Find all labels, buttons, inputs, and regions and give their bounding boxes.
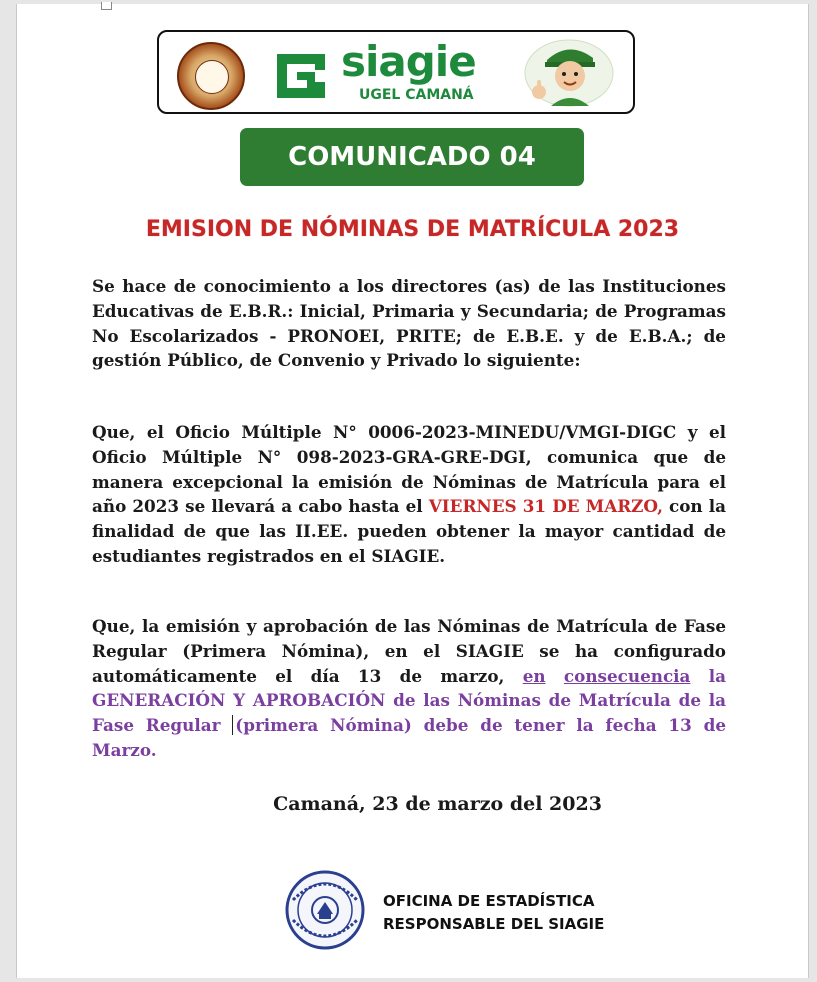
paragraph-emision-text: Que, la emisión y aprobación de las Nóminas de Matrícula de Fase Regular (Primera Nómina), en el SIAGIE se ha configurado automáticamente el día 13 de marzo, <box>92 616 726 686</box>
document-title: EMISION DE NÓMINAS DE MATRÍCULA 2023 <box>145 217 680 242</box>
date-line: Camaná, 23 de marzo del 2023 <box>273 793 602 815</box>
siagie-logo-icon <box>273 50 329 102</box>
document-page <box>16 4 809 978</box>
ugel-stamp-seal <box>283 870 367 950</box>
deadline-highlight: VIERNES 31 DE MARZO, <box>428 496 663 517</box>
office-role: RESPONSABLE DEL SIAGIE <box>383 915 605 933</box>
paragraph-oficio <box>92 420 726 569</box>
notice-badge <box>240 128 584 186</box>
text-cursor <box>232 715 233 735</box>
notice-label: COMUNICADO 04 <box>288 142 536 172</box>
brand-subtitle: UGEL CAMANÁ <box>359 87 474 103</box>
paragraph-intro: Se hace de conocimiento a los directores (as) de las Instituciones Educativas de E.B.R.: Inicial, Primaria y Secundaria; de Programas No Escolarizados - PRONOEI, PRITE; de E.B.E. y de E.B.A.; de gestión Público, de Convenio y Privado lo siguiente: <box>92 276 726 371</box>
signature-block <box>383 890 604 936</box>
paragraph-emision <box>92 614 726 763</box>
mascot-illustration <box>519 38 615 108</box>
paragraph-oficio-tail: con la finalidad de que las II.EE. pueden obtener la mayor cantidad de estudiantes registrados en el SIAGIE. <box>92 496 726 566</box>
header-banner <box>157 30 635 114</box>
consecuencia-link-part1[interactable]: en <box>522 665 546 686</box>
paragraph-oficio-text: Que, el Oficio Múltiple N° 0006-2023-MINEDU/VMGI-DIGC y el Oficio Múltiple N° 098-2023-GRA-GRE-DGI, comunica que de manera excepcional la emisión de Nóminas de Matrícula para el año 2023 se llevará a cabo hasta el <box>92 422 726 517</box>
date-requirement-text: (primera Nómina) debe de tener la fecha 13 de Marzo. <box>92 715 726 760</box>
generation-approval-text: la GENERACIÓN Y APROBACIÓN de las Nóminas de Matrícula de la Fase Regular <box>92 665 726 736</box>
office-name: OFICINA DE ESTADÍSTICA <box>383 892 595 910</box>
page-corner-mark <box>101 2 112 10</box>
ugel-seal-logo <box>177 42 245 110</box>
consecuencia-link-part2[interactable]: consecuencia <box>563 665 691 686</box>
brand-name: siagie <box>341 37 476 86</box>
